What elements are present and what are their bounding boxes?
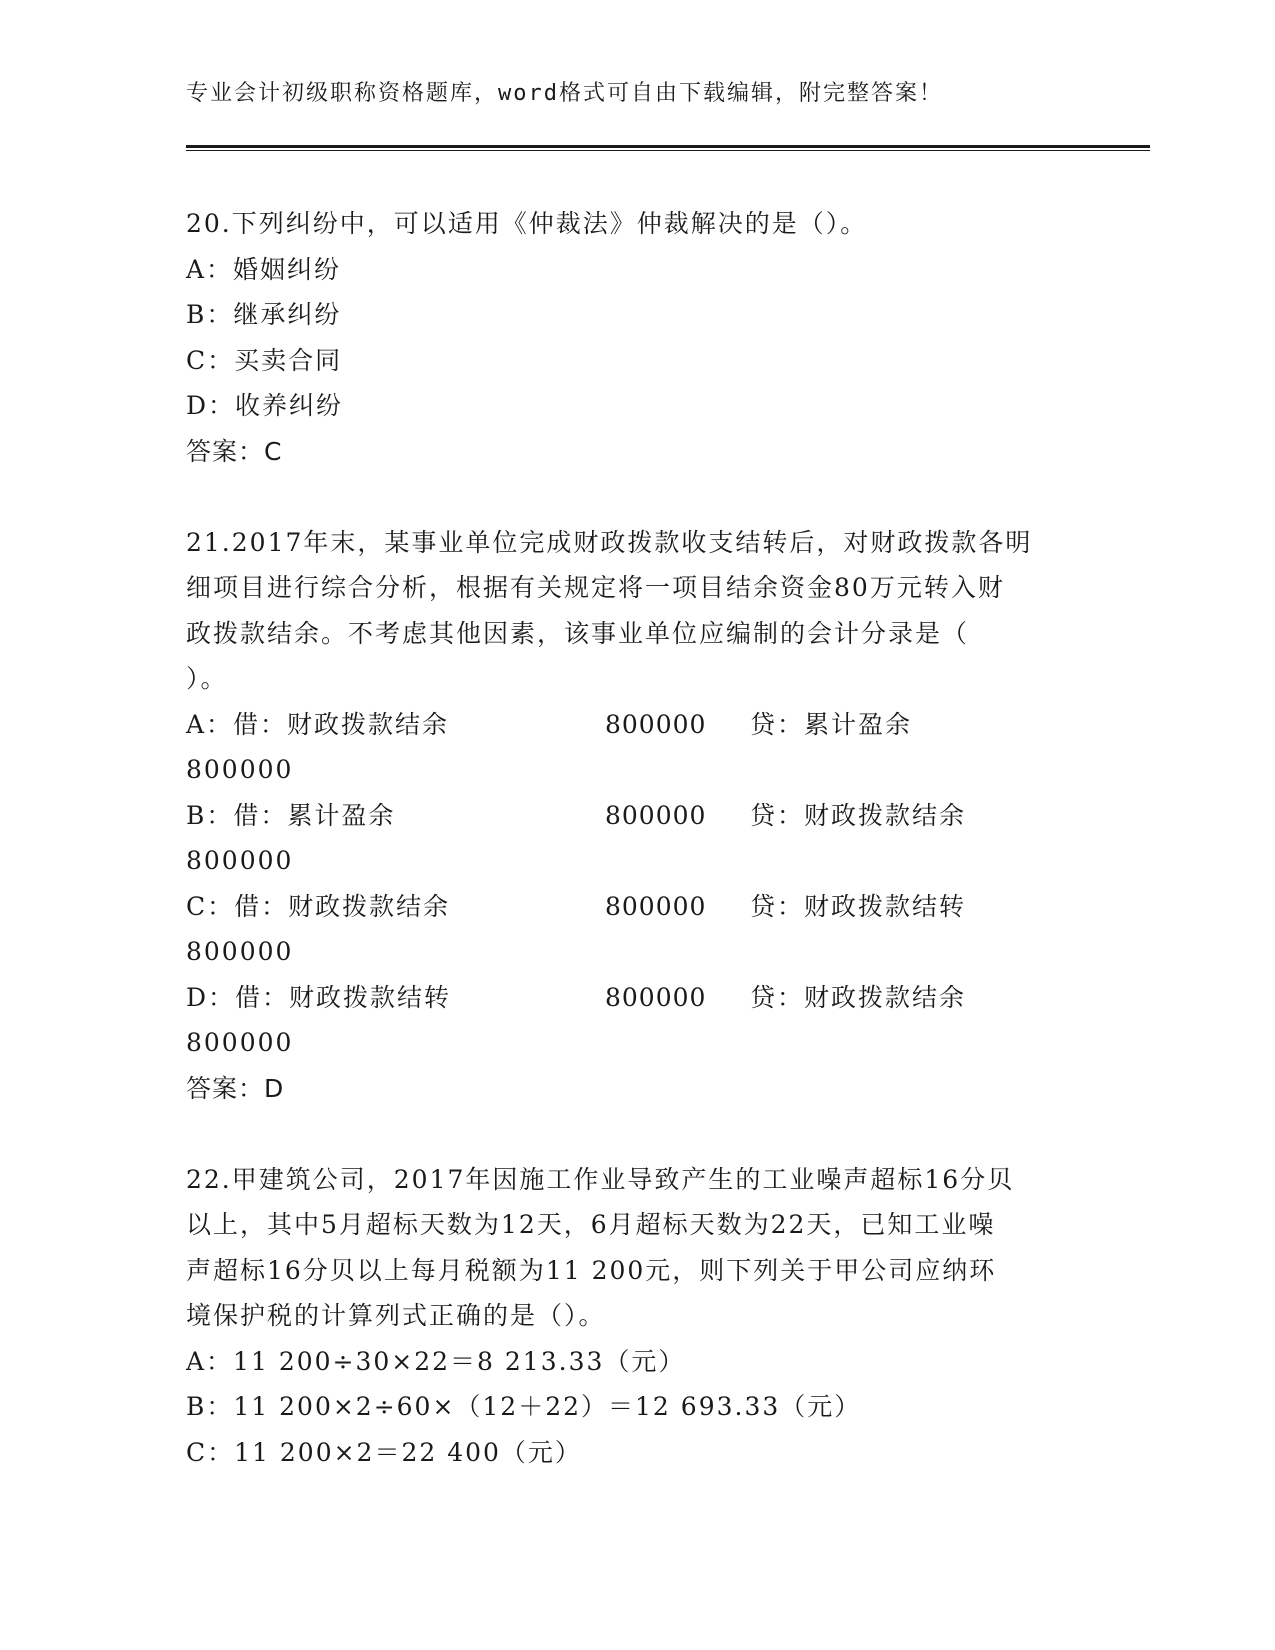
document-body xyxy=(186,201,1086,1475)
debit-amount: 800000 xyxy=(605,891,707,921)
question-stem-line: 22.甲建筑公司，2017年因施工作业导致产生的工业噪声超标16分贝 xyxy=(186,1164,1015,1194)
debit-amount: 800000 xyxy=(605,709,707,739)
question-stem-line: 政拨款结余。不考虑其他因素，该事业单位应编制的会计分录是（ xyxy=(186,618,970,648)
option-d: D：收养纠纷 xyxy=(186,391,344,420)
debit-entry: D：借：财政拨款结转 xyxy=(186,982,452,1012)
header-rule-thin xyxy=(186,150,1150,151)
question-stem-line: 声超标16分贝以上每月税额为11 200元，则下列关于甲公司应纳环 xyxy=(186,1255,997,1285)
question-21 xyxy=(186,520,1086,1112)
answer: 答案：C xyxy=(186,436,283,466)
debit-entry: C：借：财政拨款结余 xyxy=(186,891,451,921)
question-stem-line: 21.2017年末，某事业单位完成财政拨款收支结转后，对财政拨款各明 xyxy=(186,527,1033,557)
question-stem: 20.下列纠纷中，可以适用《仲裁法》仲裁解决的是（）。 xyxy=(186,209,868,238)
option-a: A：婚姻纠纷 xyxy=(186,254,342,284)
credit-entry: 贷：财政拨款结余 xyxy=(750,800,967,830)
question-stem-line: 以上，其中5月超标天数为12天，6月超标天数为22天，已知工业噪 xyxy=(186,1210,996,1239)
option-d xyxy=(186,975,1086,1021)
option-b: B：11 200×2÷60×（12＋22）＝12 693.33（元） xyxy=(186,1392,862,1421)
question-stem-line: 境保护税的计算列式正确的是（）。 xyxy=(186,1301,606,1330)
page-header: 专业会计初级职称资格题库，word格式可自由下载编辑，附完整答案！ xyxy=(186,81,943,106)
option-a: A：11 200÷30×22＝8 213.33（元） xyxy=(186,1346,686,1376)
spacer xyxy=(186,1111,1086,1157)
option-c: C：买卖合同 xyxy=(186,345,343,375)
option-b: B：继承纠纷 xyxy=(186,300,342,329)
question-20 xyxy=(186,201,1086,474)
option-c: C：11 200×2＝22 400（元） xyxy=(186,1437,582,1467)
debit-entry: A：借：财政拨款结余 xyxy=(186,709,450,739)
credit-entry: 贷：财政拨款结转 xyxy=(750,891,967,921)
header-rule-thick xyxy=(186,145,1150,148)
credit-amount: 800000 xyxy=(186,755,294,784)
option-c xyxy=(186,884,1086,930)
spacer xyxy=(186,474,1086,520)
credit-amount: 800000 xyxy=(186,937,294,966)
question-stem-line: 细项目进行综合分析，根据有关规定将一项目结余资金80万元转入财 xyxy=(186,573,1005,602)
answer: 答案：D xyxy=(186,1073,285,1103)
option-a xyxy=(186,702,1086,748)
question-22 xyxy=(186,1157,1086,1476)
credit-entry: 贷：财政拨款结余 xyxy=(750,982,967,1012)
credit-entry: 贷：累计盈余 xyxy=(750,709,913,739)
question-stem-line: ）。 xyxy=(186,664,228,693)
debit-amount: 800000 xyxy=(605,800,707,830)
credit-amount: 800000 xyxy=(186,846,294,875)
debit-entry: B：借：累计盈余 xyxy=(186,800,396,830)
credit-amount: 800000 xyxy=(186,1028,294,1057)
debit-amount: 800000 xyxy=(605,982,707,1012)
option-b xyxy=(186,793,1086,839)
